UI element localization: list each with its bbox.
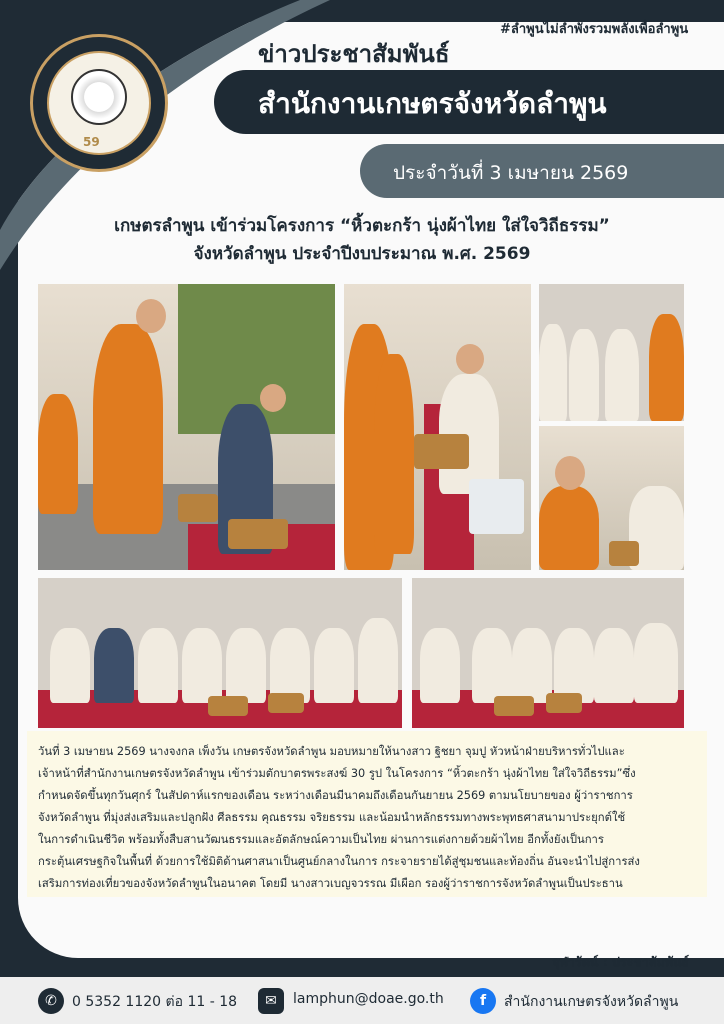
office-name: สำนักงานเกษตรจังหวัดลำพูน [258,87,607,120]
facebook-icon: f [470,988,496,1014]
facebook-page[interactable]: สำนักงานเกษตรจังหวัดลำพูน [504,994,679,1010]
news-label: ข่าวประชาสัมพันธ์ [258,40,450,68]
author-credit: จุฬารัตน์ : ประชาสัมพันธ์ [552,954,690,969]
body-line: วันที่ 3 เมษายน 2569 นางจงกล เพ็งวัน เกษตรจังหวัดลำพูน มอบหมายให้นางสาว ฐิชยา จุมปู หัวหน้าฝ่ายบริหารทั่วไปและ [38,745,625,758]
body-line: เสริมการท่องเที่ยวของจังหวัดลำพูนในอนาคต โดยมี นางสาวเบญจวรรณ มีเผือก รองผู้ว่าราชการจังหวัดลำพูนเป็นประธาน [38,877,623,890]
photo-offering-line [344,284,531,570]
department-logo [30,34,168,172]
logo-seal [47,51,151,155]
logo-anniversary-number: 59 [83,135,100,149]
email-icon: ✉ [258,988,284,1014]
body-line: จังหวัดลำพูน ที่มุ่งส่งเสริมและปลูกฝัง ศีลธรรม คุณธรรม จริยธรรม และน้อมนำหลักธรรมทางพระพุทธศาสนามาประยุกต์ใช้ [38,811,626,824]
body-line: เจ้าหน้าที่สำนักงานเกษตรจังหวัดลำพูน เข้าร่วมตักบาตรพระสงฆ์ 30 รูป ในโครงการ “หิ้วตะกร้า นุ่งผ้าไทย ใส่ใจวิถีธรรม”ซึ่ง [38,767,636,780]
phone-icon: ✆ [38,988,64,1014]
body-line: กระตุ้นเศรษฐกิจในพื้นที่ ด้วยการใช้มิติด้านศาสนาเป็นศูนย์กลางในการ กระจายรายได้สู่ชุมชนและท้องถิ่น อันจะนำไปสู่การส่ง [38,855,640,868]
date-text: ประจำวันที่ 3 เมษายน 2569 [393,162,629,184]
headline-line-2: จังหวัดลำพูน ประจำปีงบประมาณ พ.ศ. 2569 [193,244,531,264]
phone-number[interactable]: 0 5352 1120 ต่อ 11 - 18 [72,994,238,1010]
photo-women-offering [539,284,684,421]
photo-monk-alms [38,284,335,570]
photo-monk-closeup [539,426,684,570]
hashtag-text: #ลำพูนไม่ลำพังรวมพลังเพื่อลำพูน [500,22,689,37]
email-address[interactable]: lamphun@doae.go.th [293,991,444,1007]
body-line: กำหนดจัดขึ้นทุกวันศุกร์ ในสัปดาห์แรกของเดือน ระหว่างเดือนมีนาคมถึงเดือนกันยายน 2569 ตามนโยบายของ ผู้ว่าราชการ [38,789,633,802]
emblem-icon [71,69,127,125]
body-line: ในการดำเนินชีวิต พร้อมทั้งสืบสานวัฒนธรรมและอัตลักษณ์ความเป็นไทย ผ่านการแต่งกายด้วยผ้าไทย อีกทั้งยังเป็นการ [38,833,604,846]
photo-group-1 [38,578,402,728]
photo-group-2 [412,578,684,728]
headline-line-1: เกษตรลำพูน เข้าร่วมโครงการ “หิ้วตะกร้า นุ่งผ้าไทย ใส่ใจวิถีธรรม” [114,216,610,236]
